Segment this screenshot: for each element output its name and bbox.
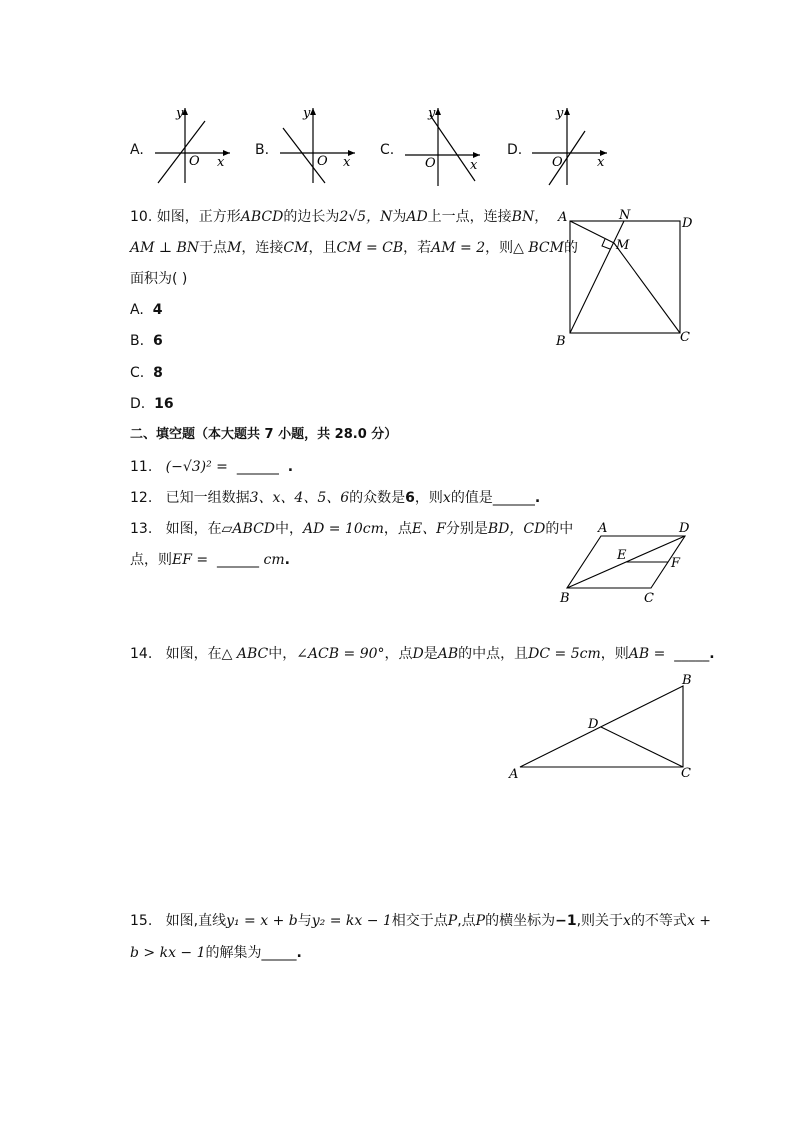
q13-label-b: B: [560, 591, 570, 606]
q14-label-a: A: [509, 767, 519, 782]
q10-figure: [550, 205, 700, 355]
q12: 12. 已知一组数据3、x、4、5、6的众数是6，则x的值是______.: [130, 490, 541, 506]
q14-label-c: C: [681, 766, 691, 781]
q14-label-d: D: [588, 717, 599, 732]
q13-label-f: F: [671, 556, 681, 571]
q9-graph-a: [150, 103, 235, 188]
q10-label-m: M: [616, 238, 630, 253]
q14-figure: [500, 670, 700, 785]
q9-graph-b-x-label: x: [343, 155, 351, 170]
q11: 11. (−√3)² = ______ .: [130, 459, 294, 475]
q14-label-b: B: [682, 673, 692, 688]
q10-option-a[interactable]: A. 4: [130, 302, 163, 318]
q9-option-c-label[interactable]: C.: [380, 142, 395, 158]
q10-label-c: C: [680, 330, 690, 345]
q10-option-d[interactable]: D. 16: [130, 396, 174, 412]
q9-graph-c-x-label: x: [470, 158, 478, 173]
q10-label-n: N: [619, 208, 631, 223]
q13-label-c: C: [644, 591, 654, 606]
q9-graph-a-y-label: y: [176, 106, 184, 121]
q9-graph-c: [400, 103, 485, 188]
q9-graph-d-origin: O: [552, 155, 563, 170]
q10-label-b: B: [556, 334, 566, 349]
q9-graph-c-y-label: y: [428, 106, 436, 121]
q10-option-c[interactable]: C. 8: [130, 365, 163, 381]
q10-line-1: 10. 如图，正方形ABCD的边长为2√5，N为AD上一点，连接BN，: [130, 209, 549, 225]
q14: 14. 如图，在△ ABC中，∠ACB = 90°，点D是AB的中点，且DC = 5cm，则AB = _____.: [130, 646, 715, 662]
q10-segment-am: [570, 221, 614, 243]
q9-graph-d: [527, 103, 612, 188]
q9-graph-a-line: [158, 121, 205, 183]
q14-segment-dc: [601, 727, 683, 767]
q12-blank[interactable]: ______: [492, 490, 535, 506]
q13-label-d: D: [679, 521, 690, 536]
q11-blank[interactable]: ______: [236, 459, 279, 475]
q9-graph-b-origin: O: [317, 154, 328, 169]
q10-label-d: D: [682, 216, 693, 231]
q9-graph-c-line: [430, 115, 475, 181]
q9-graph-b: [275, 103, 360, 188]
q15-line-2: b > kx − 1的解集为_____.: [130, 945, 302, 961]
q10-line-2: AM ⊥ BN于点M，连接CM，且CM = CB，若AM = 2，则△ BCM的: [130, 240, 578, 256]
q9-graph-a-origin: O: [189, 154, 200, 169]
q10-label-a: A: [558, 210, 568, 225]
q13-line-1: 13. 如图，在▱ABCD中，AD = 10cm，点E、F分别是BD，CD的中: [130, 521, 574, 537]
q9-graph-d-y-label: y: [556, 106, 564, 121]
q13-label-a: A: [598, 521, 608, 536]
q15-blank[interactable]: _____: [261, 945, 297, 961]
q9-option-d-label[interactable]: D.: [507, 142, 523, 158]
q9-option-b-label[interactable]: B.: [255, 142, 270, 158]
q15-line-1: 15. 如图,直线y₁ = x + b与y₂ = kx − 1相交于点P,点P的横坐标为−1,则关于x的不等式x +: [130, 913, 712, 929]
q14-blank[interactable]: _____: [674, 646, 710, 662]
q13-blank[interactable]: ______: [217, 552, 260, 568]
q10-option-b[interactable]: B. 6: [130, 333, 163, 349]
q9-graph-c-origin: O: [425, 156, 436, 171]
q13-figure: [555, 518, 700, 608]
q10-segment-mc: [614, 243, 680, 333]
section-2-heading: 二、填空题（本大题共 7 小题，共 28.0 分）: [130, 427, 398, 442]
q13-label-e: E: [617, 548, 627, 563]
q9-option-a-label[interactable]: A.: [130, 142, 144, 158]
q9-graph-a-x-label: x: [217, 155, 225, 170]
q13-line-2: 点，则EF = ______ cm.: [130, 552, 290, 568]
q10-line-3: 面积为( ): [130, 271, 188, 287]
q9-graph-d-x-label: x: [597, 155, 605, 170]
q9-graph-b-y-label: y: [303, 106, 311, 121]
